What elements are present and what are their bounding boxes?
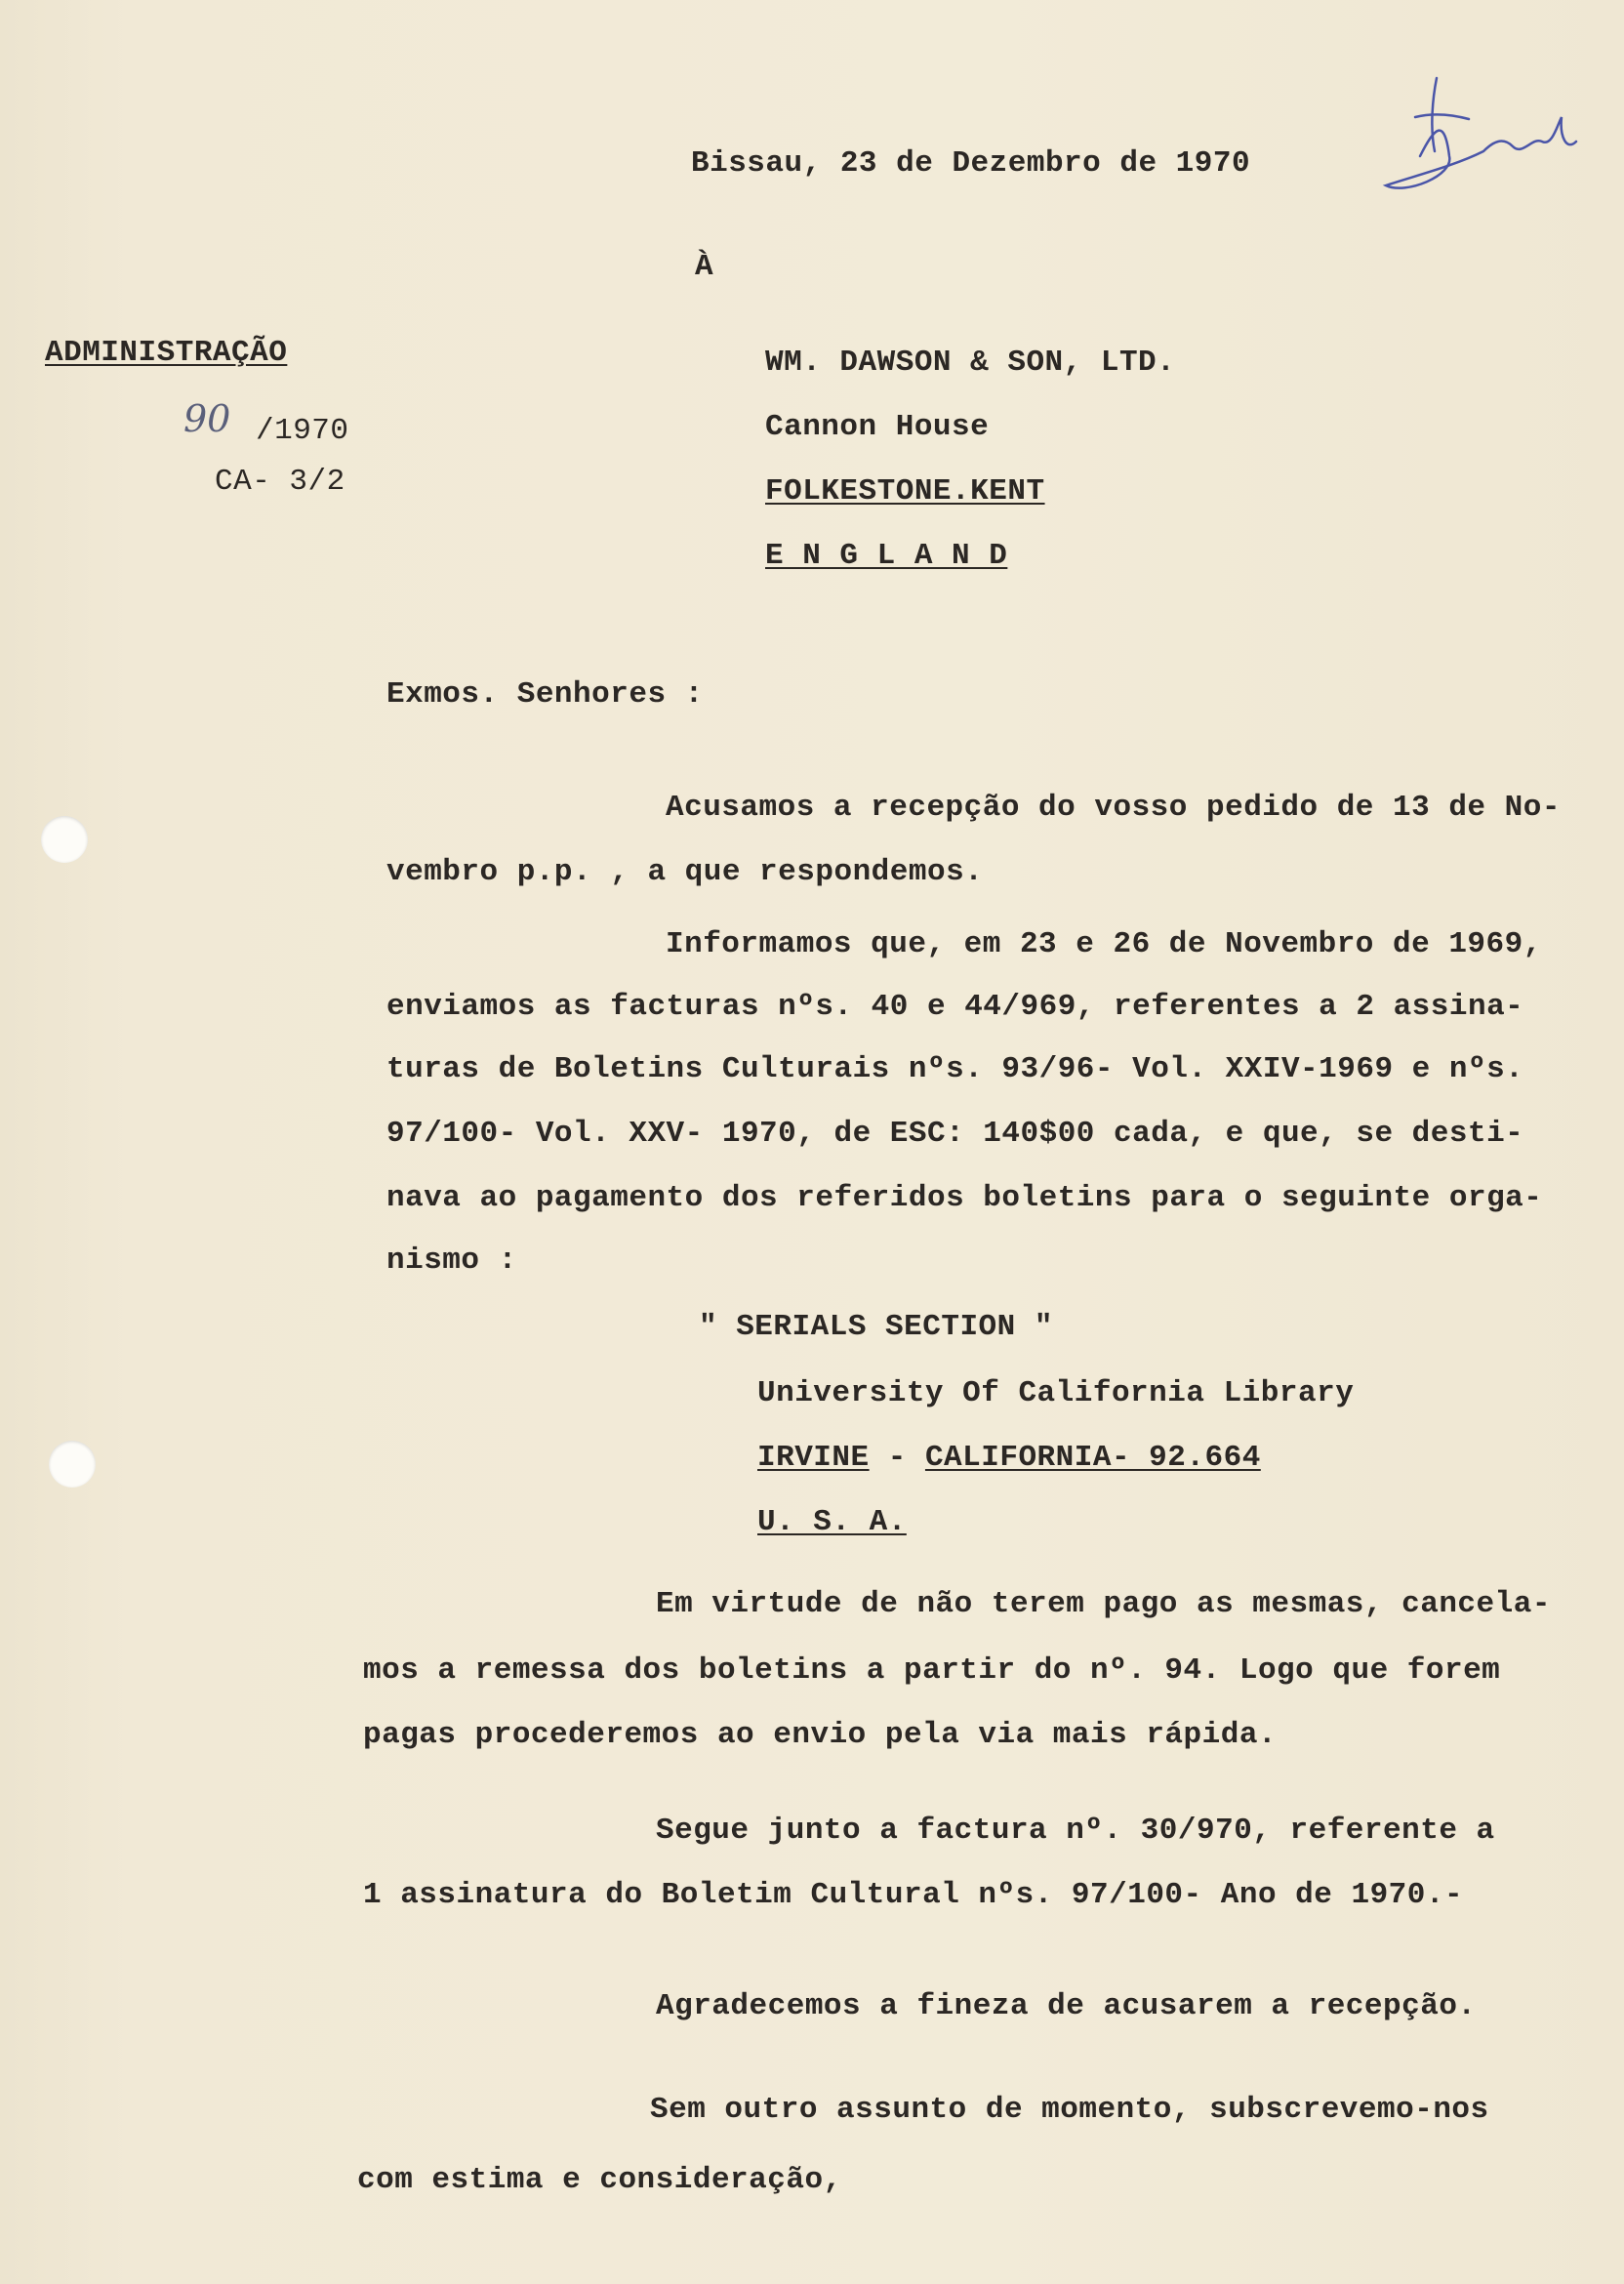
reference-year: /1970 bbox=[256, 414, 349, 448]
body-p2-line-5: nava ao pagamento dos referidos boletins para o seguinte orga- bbox=[386, 1181, 1543, 1215]
body-p6-line-1: Sem outro assunto de momento, subscrevemo-nos bbox=[650, 2093, 1489, 2127]
address-city bbox=[757, 1443, 1261, 1473]
to-marker: À bbox=[695, 250, 714, 284]
signature-mark bbox=[1376, 59, 1591, 205]
body-p4-line-1: Segue junto a factura nº. 30/970, referente a bbox=[656, 1814, 1495, 1848]
body-p2-line-3: turas de Boletins Culturais nºs. 93/96- Vol. XXIV-1969 e nºs. bbox=[386, 1052, 1524, 1086]
address-city-california: CALIFORNIA- 92.664 bbox=[924, 1441, 1261, 1475]
body-p3-line-1: Em virtude de não terem pago as mesmas, cancela- bbox=[656, 1587, 1551, 1621]
body-p2-line-4: 97/100- Vol. XXV- 1970, de ESC: 140$00 cada, e que, se desti- bbox=[386, 1117, 1524, 1151]
address-library: University Of California Library bbox=[757, 1376, 1355, 1410]
body-p3-line-2: mos a remessa dos boletins a partir do nº. 94. Logo que forem bbox=[363, 1653, 1501, 1688]
salutation: Exmos. Senhores : bbox=[386, 677, 704, 712]
address-country: U. S. A. bbox=[757, 1505, 907, 1539]
punch-hole-bottom bbox=[49, 1441, 96, 1488]
body-p3-line-3: pagas procederemos ao envio pela via mais rápida. bbox=[363, 1718, 1278, 1752]
address-city-irvine: IRVINE bbox=[757, 1441, 870, 1475]
body-p4-line-2: 1 assinatura do Boletim Cultural nºs. 97/100- Ano de 1970.- bbox=[363, 1878, 1464, 1912]
reference-code: CA- 3/2 bbox=[215, 465, 345, 499]
body-p2-line-2: enviamos as facturas nºs. 40 e 44/969, referentes a 2 assina- bbox=[386, 990, 1524, 1024]
date-line: Bissau, 23 de Dezembro de 1970 bbox=[691, 146, 1251, 181]
address-section: " SERIALS SECTION " bbox=[699, 1310, 1053, 1344]
body-p2-line-1: Informamos que, em 23 e 26 de Novembro de 1969, bbox=[666, 927, 1542, 961]
recipient-name: WM. DAWSON & SON, LTD. bbox=[765, 346, 1176, 380]
reference-number-handwritten: 90 bbox=[183, 397, 231, 440]
department-label: ADMINISTRAÇÃO bbox=[45, 336, 288, 370]
body-p1-line-2: vembro p.p. , a que respondemos. bbox=[386, 855, 984, 889]
recipient-building: Cannon House bbox=[765, 410, 990, 444]
body-p1-line-1: Acusamos a recepção do vosso pedido de 13 de No- bbox=[666, 791, 1561, 825]
address-city-dash: - bbox=[869, 1441, 925, 1475]
body-p6-line-2: com estima e consideração, bbox=[357, 2163, 842, 2197]
body-p2-line-6: nismo : bbox=[386, 1244, 517, 1278]
recipient-country: E N G L A N D bbox=[765, 539, 1008, 573]
body-p5: Agradecemos a fineza de acusarem a recepção. bbox=[656, 1989, 1477, 2023]
punch-hole-top bbox=[41, 816, 88, 863]
recipient-city: FOLKESTONE.KENT bbox=[765, 474, 1045, 509]
